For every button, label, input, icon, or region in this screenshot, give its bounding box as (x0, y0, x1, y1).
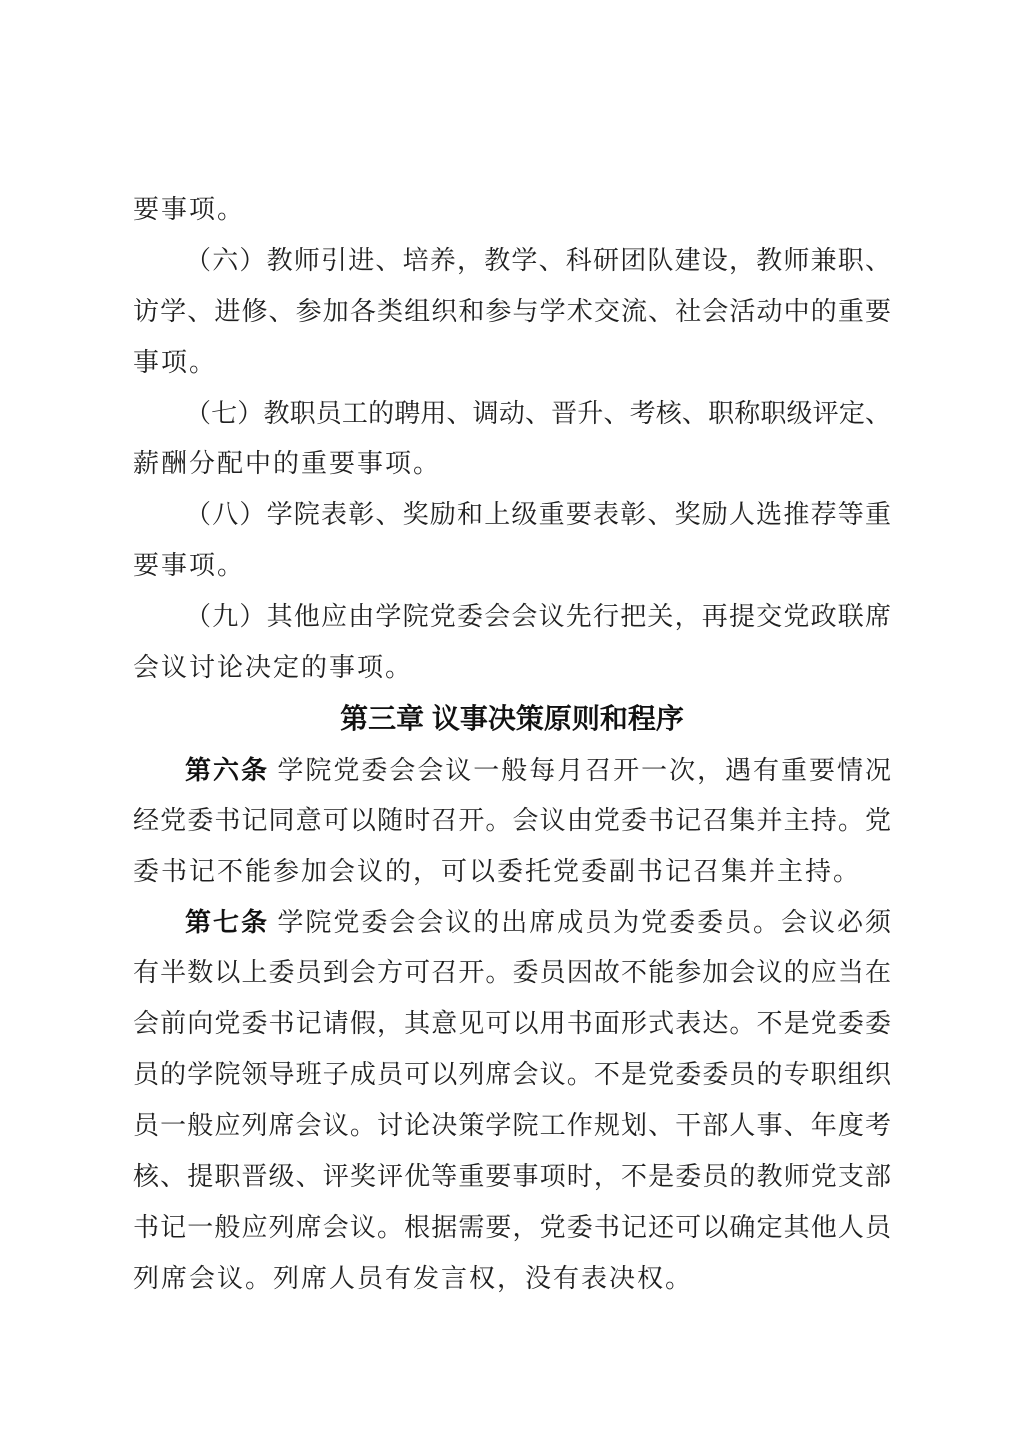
text-line: 书记一般应列席会议。根据需要，党委书记还可以确定其他人员 (133, 1212, 891, 1242)
text-line: （八）学院表彰、奖励和上级重要表彰、奖励人选推荐等重 (185, 500, 891, 530)
text-line: 列席会议。列席人员有发言权，没有表决权。 (133, 1263, 694, 1293)
text-line: 经党委书记同意可以随时召开。会议由党委书记召集并主持。党 (133, 805, 891, 835)
document-body (133, 185, 891, 1305)
text-line: 会议讨论决定的事项。 (133, 653, 414, 683)
text-line (133, 745, 891, 796)
chapter-heading: 第三章 议事决策原则和程序 (340, 702, 684, 734)
text-line: 事项。 (133, 347, 218, 377)
text-line: 员一般应列席会议。讨论决策学院工作规划、干部人事、年度考 (133, 1111, 891, 1141)
line-text: 学院党委会会议一般每月召开一次，遇有重要情况 (277, 755, 891, 785)
text-line: 员的学院领导班子成员可以列席会议。不是党委委员的专职组织 (133, 1060, 891, 1090)
text-line: 有半数以上委员到会方可召开。委员因故不能参加会议的应当在 (133, 958, 891, 988)
line-text: 学院党委会会议的出席成员为党委委员。会议必须 (277, 908, 891, 938)
text-line: （六）教师引进、培养，教学、科研团队建设，教师兼职、 (185, 245, 891, 275)
text-line: 要事项。 (133, 195, 246, 224)
text-line: 要事项。 (133, 551, 246, 581)
text-line: 访学、进修、参加各类组织和参与学术交流、社会活动中的重要 (133, 296, 891, 326)
text-line: 薪酬分配中的重要事项。 (133, 449, 442, 479)
text-line: 会前向党委书记请假，其意见可以用书面形式表达。不是党委委 (133, 1009, 891, 1039)
text-line: （七）教职员工的聘用、调动、晋升、考核、职称职级评定、 (185, 398, 891, 428)
text-line (133, 897, 891, 948)
text-line: 核、提职晋级、评奖评优等重要事项时，不是委员的教师党支部 (133, 1161, 891, 1191)
text-line: 委书记不能参加会议的，可以委托党委副书记召集并主持。 (133, 856, 862, 886)
article-number-label: 第七条 (185, 907, 269, 938)
text-line: （九）其他应由学院党委会会议先行把关，再提交党政联席 (185, 602, 891, 632)
article-number-label: 第六条 (185, 754, 269, 785)
